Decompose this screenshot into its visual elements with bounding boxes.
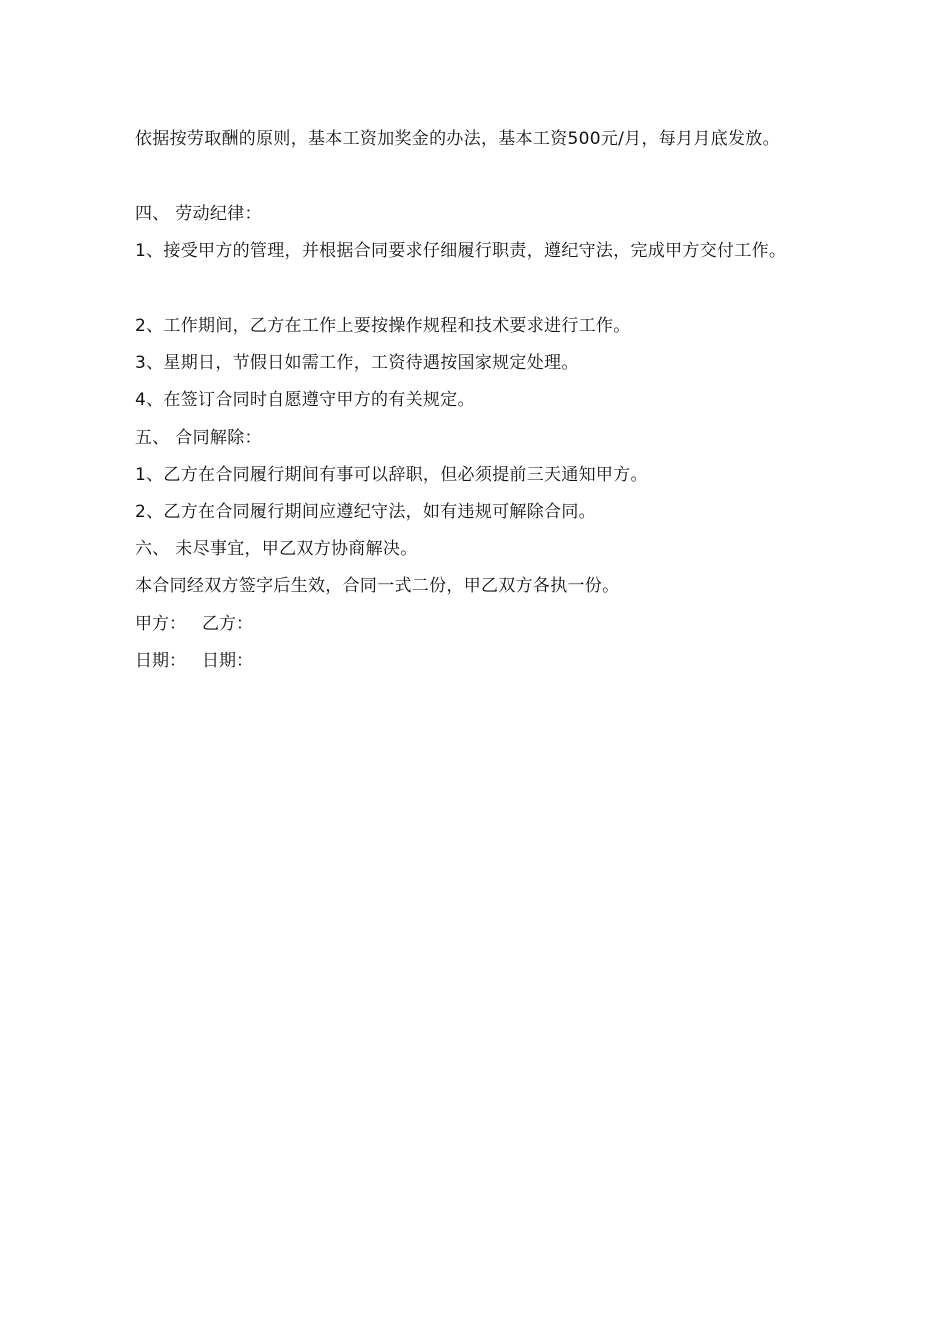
party-a-label: 甲方： <box>135 614 186 634</box>
section4-item-2: 2、工作期间，乙方在工作上要按操作规程和技术要求进行工作。 <box>135 316 631 336</box>
section4-heading: 四、 劳动纪律： <box>135 204 262 224</box>
section5-item-2: 2、乙方在合同履行期间应遵纪守法，如有违规可解除合同。 <box>135 502 596 522</box>
section5-item-1: 1、乙方在合同履行期间有事可以辞职，但必须提前三天通知甲方。 <box>135 465 648 485</box>
section4-item-1: 1、接受甲方的管理，并根据合同要求仔细履行职责，遵纪守法，完成甲方交付工作。 <box>135 241 787 261</box>
effect-paragraph: 本合同经双方签字后生效，合同一式二份，甲乙双方各执一份。 <box>135 576 620 596</box>
party-b-label: 乙方： <box>202 614 253 634</box>
date-b-label: 日期： <box>202 651 253 671</box>
section4-item-3: 3、星期日，节假日如需工作，工资待遇按国家规定处理。 <box>135 353 579 373</box>
wage-paragraph: 依据按劳取酬的原则，基本工资加奖金的办法，基本工资500元/月，每月月底发放。 <box>135 129 780 149</box>
date-a-label: 日期： <box>135 651 186 671</box>
section6-paragraph: 六、 未尽事宜，甲乙双方协商解决。 <box>135 539 418 559</box>
section4-item-4: 4、在签订合同时自愿遵守甲方的有关规定。 <box>135 390 475 410</box>
section5-heading: 五、 合同解除： <box>135 428 262 448</box>
